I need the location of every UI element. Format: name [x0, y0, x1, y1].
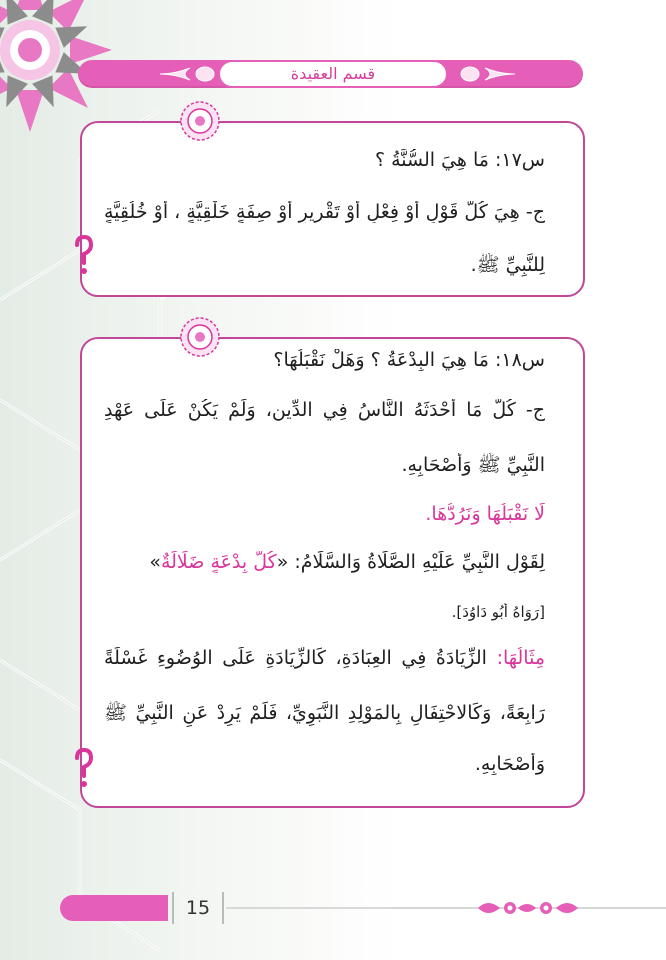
medallion-ornament-18 — [180, 317, 220, 357]
header-ornament-left — [150, 63, 220, 85]
example-label: مِثَالُهَا: — [496, 647, 545, 669]
question-mark-icon-18 — [72, 748, 94, 790]
question-17-text: س١٧: مَا هِيَ السُّنَّةُ ؟ — [374, 149, 545, 171]
footer-rule — [226, 907, 666, 909]
example-line-1-text: الزِّيَادَةُ فِي العِبَادَةِ، كَالزِّيَادَةِ عَلَى الوُضُوءِ غَسْلَةً — [104, 647, 497, 669]
answer-18-line-2: النَّبِيِّ ﷺ وَأَصْحَابِهِ. — [401, 454, 545, 476]
footer-ornament — [470, 895, 585, 921]
ruling-text: لَا نَقْبَلُهَا وَنَرُدُّهَا. — [425, 503, 545, 525]
section-title: قسم العقيدة — [218, 60, 448, 88]
example-line-2: رَابِعَةً، وَكَالاحْتِفَالِ بِالمَوْلِدِ النَّبَوِيِّ، فَلَمْ يَرِدْ عَنِ النَّبِيِّ ﷺ — [104, 702, 545, 724]
evidence-prefix: لِقَوْلِ النَّبِيِّ عَلَيْهِ الصَّلَاةُ وَالسَّلَامُ: « — [276, 551, 545, 573]
evidence-suffix: » — [149, 551, 161, 573]
evidence-line — [104, 551, 545, 573]
answer-17-line-2: لِلنَّبِيِّ ﷺ. — [470, 254, 545, 276]
question-box-17 — [80, 121, 585, 297]
footer-divider-left — [172, 892, 174, 924]
evidence-quote: كُلُّ بِدْعَةٍ ضَلَالَةٌ — [160, 551, 277, 573]
example-line-3: وَأَصْحَابِهِ. — [474, 753, 545, 775]
question-18-text: س١٨: مَا هِيَ البِدْعَةُ ؟ وَهَلْ نَقْبَلُهَا؟ — [273, 349, 545, 371]
answer-17-line-1: ج- هِيَ كُلُّ قَوْلٍ أَوْ فِعْلٍ أَوْ تَقْرِيرٍ أَوْ صِفَةٍ خَلْقِيَّةٍ ، أَوْ خُلُقِيَّةٍ — [104, 201, 545, 223]
header-ornament-right — [455, 63, 525, 85]
question-mark-icon-17 — [72, 235, 94, 277]
source-citation: [رَوَاهُ أَبُو دَاوُدَ]. — [451, 603, 545, 621]
medallion-ornament-17 — [180, 101, 220, 141]
footer-bar — [60, 895, 168, 921]
example-line-1 — [104, 647, 545, 669]
page-number: 15 — [185, 897, 211, 919]
footer-divider-right — [222, 892, 224, 924]
answer-18-line-1: ج- كُلُّ مَا أَحْدَثَهُ النَّاسُ فِي الدِّينِ، وَلَمْ يَكُنْ عَلَى عَهْدِ — [104, 399, 545, 421]
question-box-18 — [80, 337, 585, 808]
